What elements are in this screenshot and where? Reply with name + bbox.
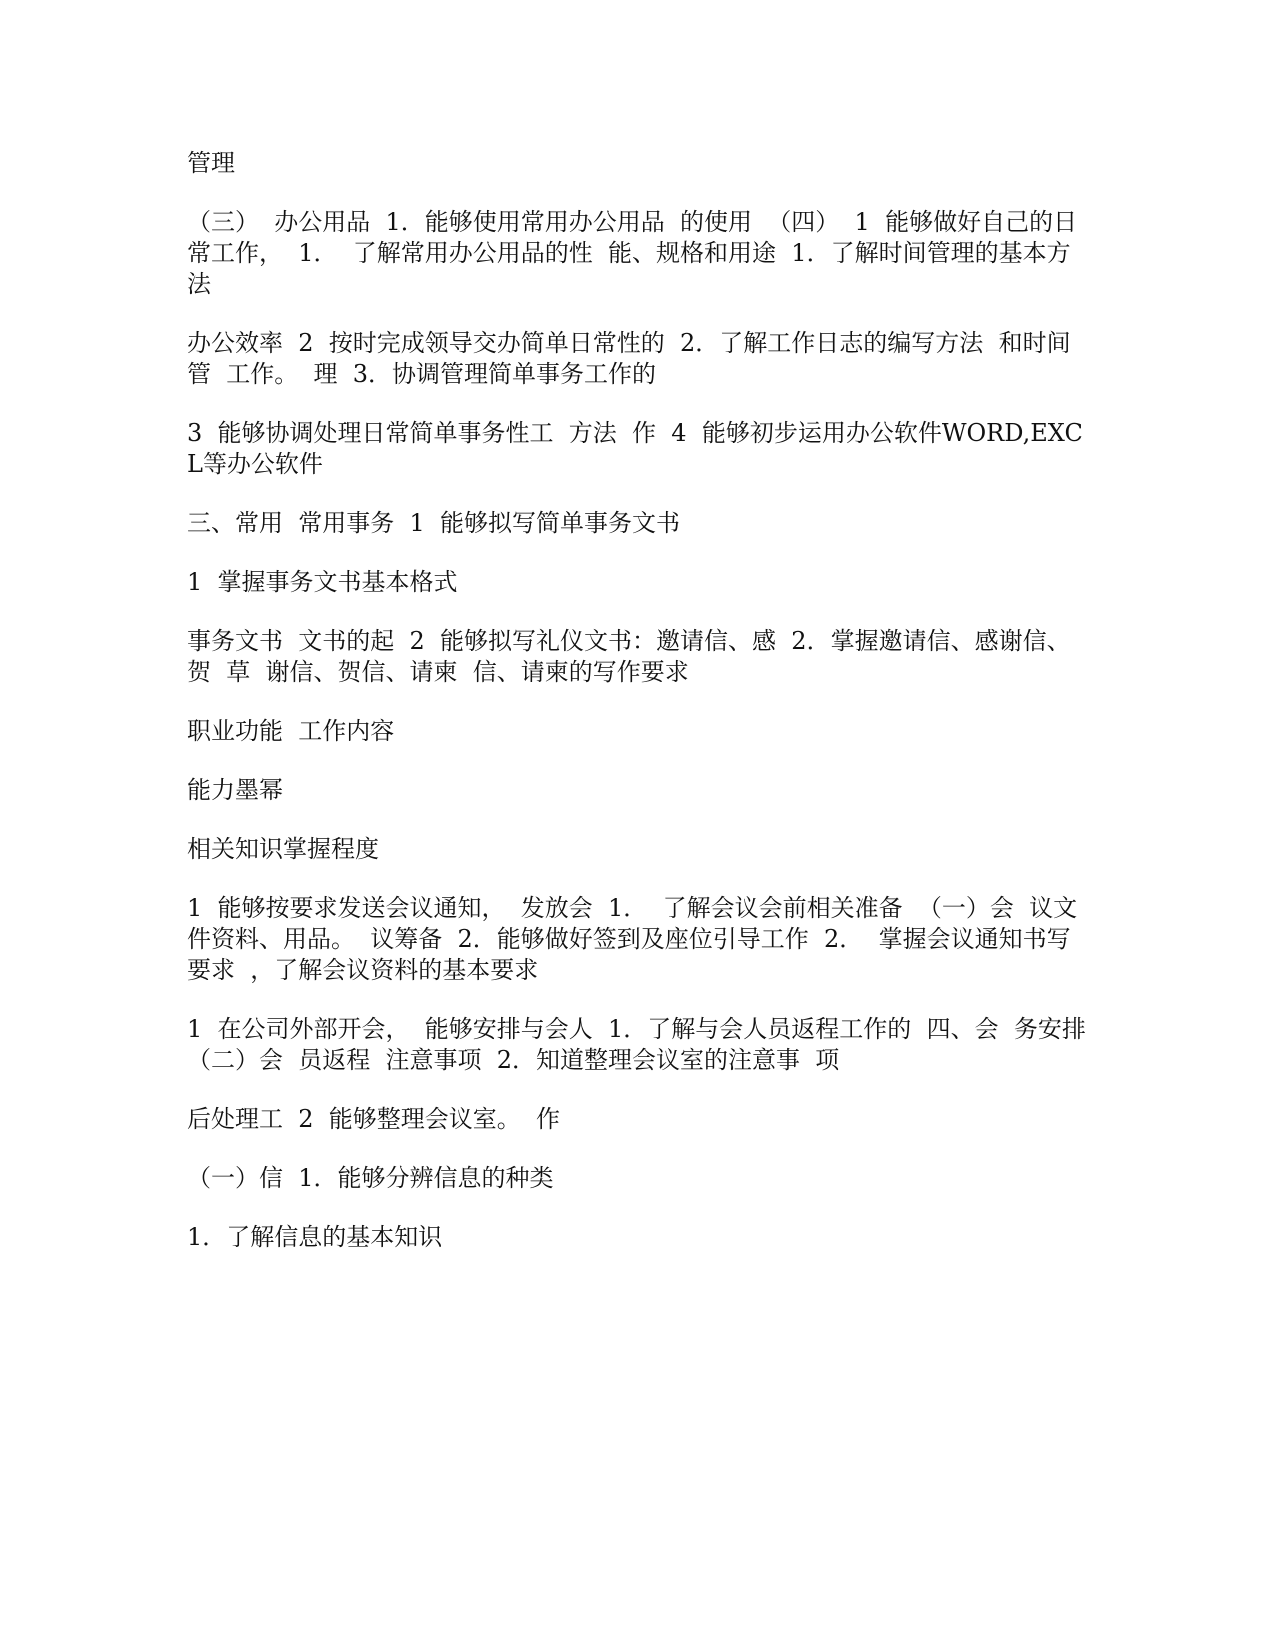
paragraph: （一）信 1．能够分辨信息的种类: [187, 1164, 554, 1192]
paragraph: （三） 办公用品 1．能够使用常用办公用品 的使用 （四） 1 能够做好自己的日常工作， 1． 了解常用办公用品的性 能、规格和用途 1．了解时间管理的基本方法: [187, 208, 1078, 298]
paragraph: 1 在公司外部开会， 能够安排与会人 1．了解与会人员返程工作的 四、会 务安排 （二）会 员返程 注意事项 2．知道整理会议室的注意事 项: [187, 1015, 1102, 1074]
paragraph: 管理: [187, 149, 235, 177]
paragraph: 办公效率 2 按时完成领导交办简单日常性的 2．了解工作日志的编写方法 和时间管 工作。 理 3．协调管理简单事务工作的: [187, 329, 1071, 388]
paragraph: 1 掌握事务文书基本格式: [187, 568, 458, 596]
document-body: [187, 148, 1102, 1281]
paragraph: 能力墨幂: [187, 776, 283, 804]
paragraph: 职业功能 工作内容: [187, 717, 395, 745]
paragraph: 三、常用 常用事务 1 能够拟写简单事务文书: [187, 509, 681, 537]
paragraph: 1 能够按要求发送会议通知， 发放会 1． 了解会议会前相关准备 （一）会 议文件资料、用品。 议筹备 2．能够做好签到及座位引导工作 2． 掌握会议通知书写要求 ，了解会议资料的基本要求: [187, 894, 1078, 984]
paragraph: 后处理工 2 能够整理会议室。 作: [187, 1105, 561, 1133]
paragraph: 相关知识掌握程度: [187, 835, 379, 863]
paragraph: 3 能够协调处理日常简单事务性工 方法 作 4 能够初步运用办公软件WORD,EXCL等办公软件: [187, 419, 1083, 478]
paragraph: 事务文书 文书的起 2 能够拟写礼仪文书：邀请信、感 2．掌握邀请信、感谢信、贺 草 谢信、贺信、请柬 信、请柬的写作要求: [187, 627, 1071, 686]
paragraph: 1．了解信息的基本知识: [187, 1223, 443, 1251]
